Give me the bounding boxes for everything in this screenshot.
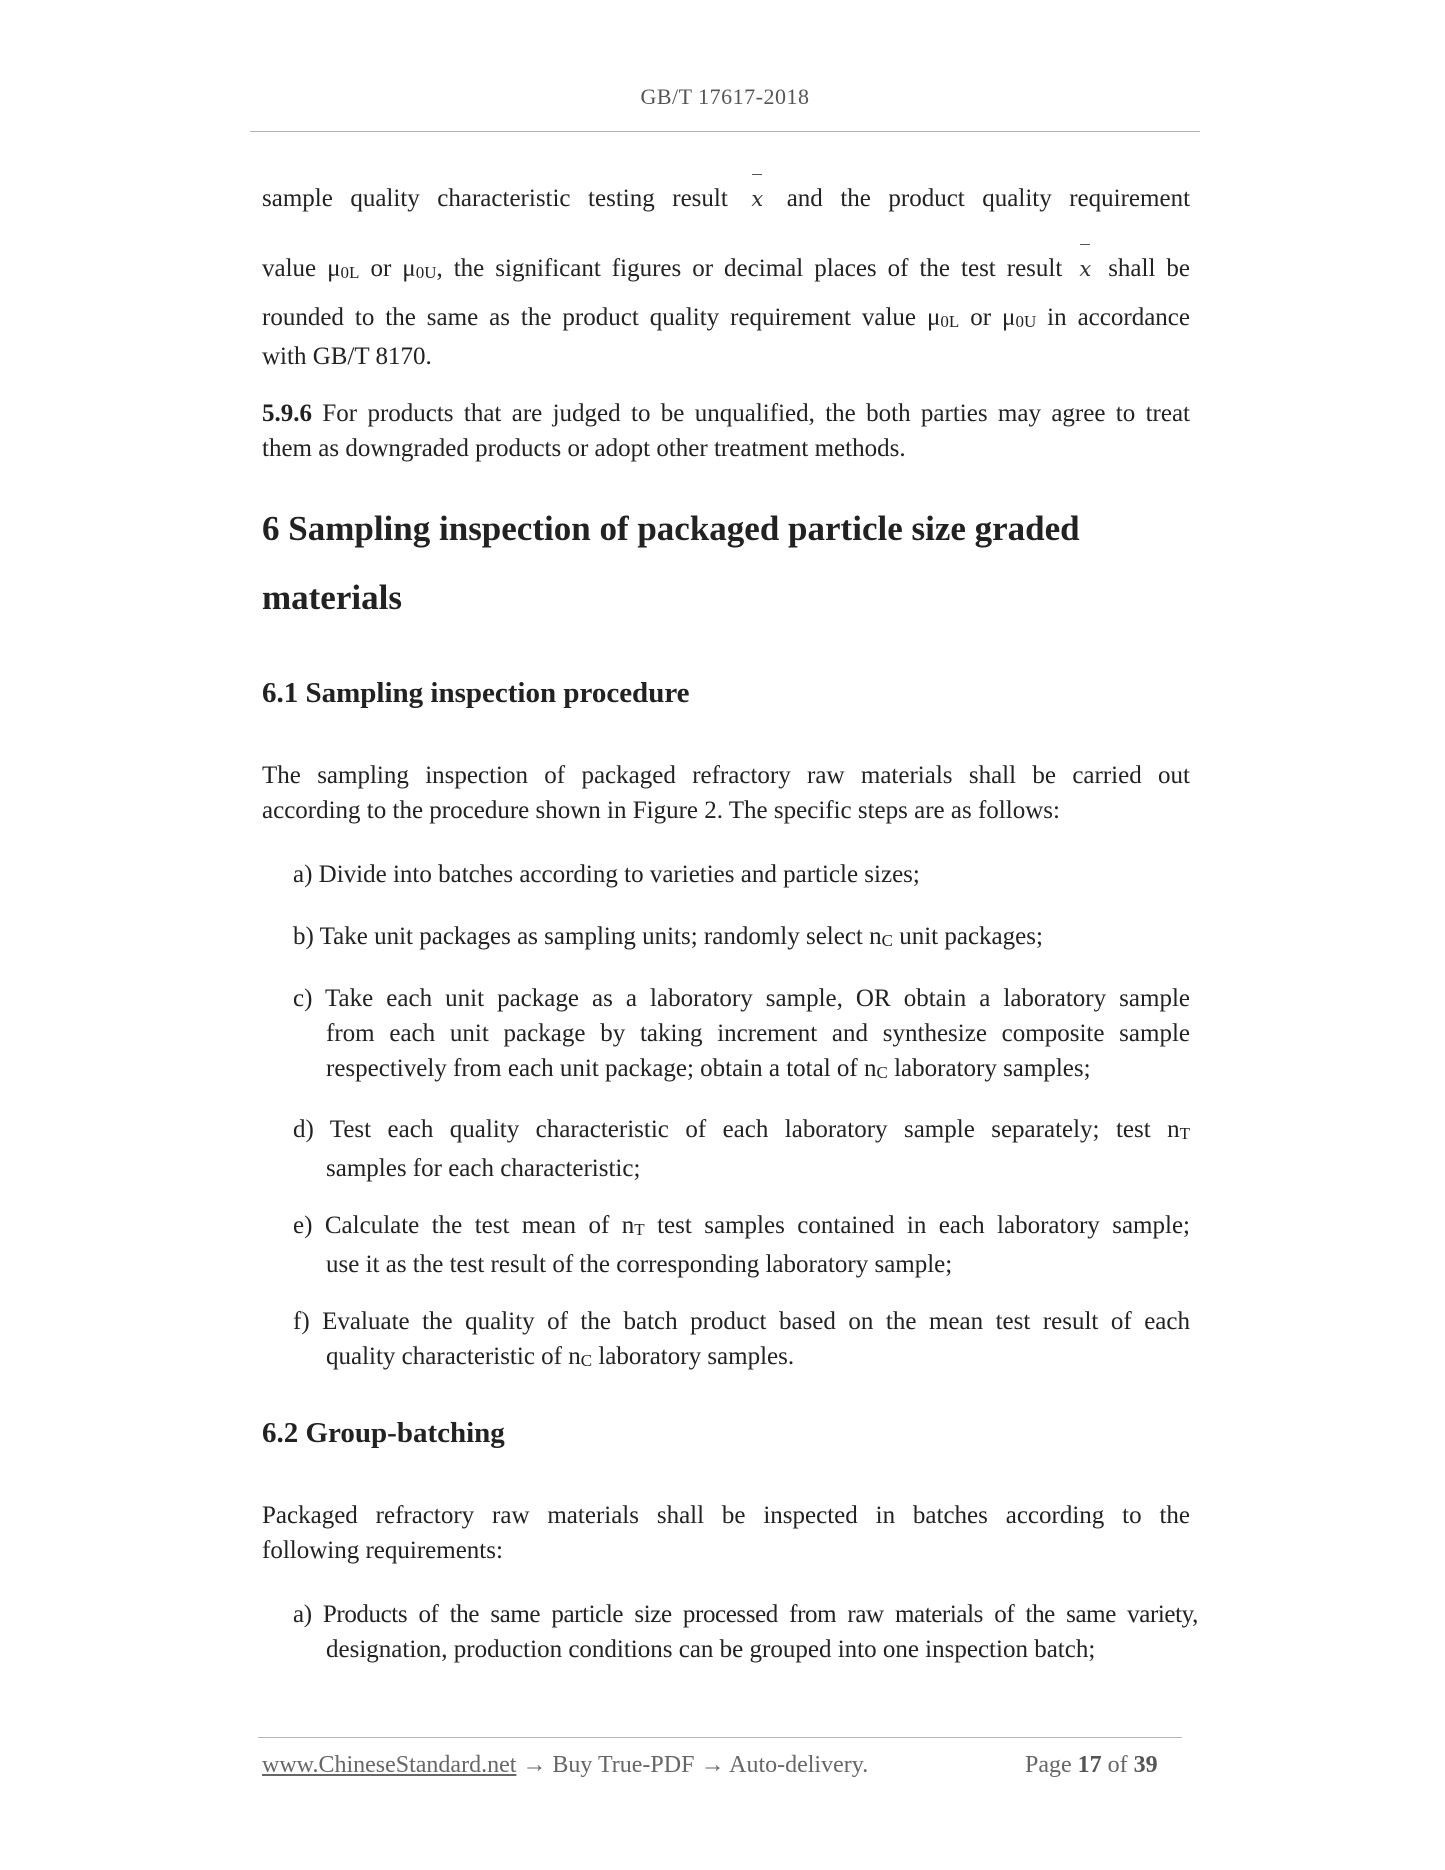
text-line: The sampling inspection of packaged refractory raw materials shall be carried out xyxy=(262,762,1190,789)
subscript: C xyxy=(876,1063,888,1082)
footer-rule xyxy=(258,1737,1182,1738)
clause-5-9-6 xyxy=(262,396,1190,466)
text-line xyxy=(262,396,1190,431)
text-line: designation, production conditions can be grouped into one inspection batch; xyxy=(326,1636,1096,1663)
section-6-2-intro xyxy=(262,1498,1190,1568)
footer-promo xyxy=(262,1752,868,1779)
subscript: T xyxy=(1179,1124,1190,1143)
text: value μ xyxy=(262,255,341,282)
page-of: of xyxy=(1101,1752,1134,1778)
subscript: 0L xyxy=(340,263,360,282)
heading-line: 6 Sampling inspection of packaged particle size graded xyxy=(262,509,1080,548)
text: For products that are judged to be unqualified, the both parties may agree to treat xyxy=(312,400,1190,427)
list-item-c xyxy=(293,981,1190,1090)
section-6-1-intro xyxy=(262,758,1190,828)
paragraph-rounding-cont2 xyxy=(262,300,1190,374)
subscript: 0U xyxy=(415,263,437,282)
header-rule xyxy=(250,131,1200,132)
section-6-2-heading: 6.2 Group-batching xyxy=(262,1417,505,1449)
subscript: 0L xyxy=(940,312,960,331)
paragraph-rounding-cont xyxy=(262,251,1190,290)
subscript: 0U xyxy=(1015,312,1037,331)
text-line: a) Divide into batches according to varieties and particle sizes; xyxy=(293,861,920,888)
text-line: Packaged refractory raw materials shall be inspected in batches according to the xyxy=(262,1502,1190,1529)
page-indicator xyxy=(1025,1752,1158,1779)
x-bar-symbol: x xyxy=(1073,252,1097,287)
page-number: 17 xyxy=(1077,1752,1102,1778)
text: respectively from each unit package; obtain a total of n xyxy=(326,1055,877,1082)
text: shall be xyxy=(1108,255,1191,282)
list-item-6-2-a xyxy=(293,1597,1198,1667)
subscript: C xyxy=(580,1351,593,1370)
text: in accordance xyxy=(1036,304,1190,331)
heading-line: materials xyxy=(262,578,402,617)
text-line xyxy=(262,181,1190,217)
text-line: them as downgraded products or adopt other treatment methods. xyxy=(262,435,906,462)
text: laboratory samples; xyxy=(887,1055,1091,1082)
list-item-d xyxy=(293,1112,1190,1186)
subscript: T xyxy=(634,1220,645,1239)
text-line: according to the procedure shown in Figure 2. The specific steps are as follows: xyxy=(262,797,1060,824)
text-line xyxy=(293,1339,1190,1378)
text-line: following requirements: xyxy=(262,1537,503,1564)
list-item-f xyxy=(293,1304,1190,1378)
text: quality characteristic of n xyxy=(326,1343,581,1370)
subscript: C xyxy=(881,931,893,950)
text: or μ xyxy=(959,304,1016,331)
website-link[interactable]: www.ChineseStandard.net xyxy=(262,1752,517,1778)
text: or μ xyxy=(359,255,416,282)
list-item-e xyxy=(293,1208,1190,1282)
text-line: from each unit package by taking increment and synthesize composite sample xyxy=(326,1020,1190,1047)
text-line: with GB/T 8170. xyxy=(262,343,432,370)
text-line: c) Take each unit package as a laboratory sample, OR obtain a laboratory sample xyxy=(293,985,1190,1012)
text-line xyxy=(262,251,1190,290)
section-6-heading xyxy=(262,494,1190,632)
footer-text: → Buy True-PDF → Auto-delivery. xyxy=(516,1752,869,1778)
text: sample quality characteristic testing result xyxy=(262,185,728,212)
text: d) Test each quality characteristic of each laboratory sample separately; test n xyxy=(293,1116,1180,1143)
paragraph-rounding xyxy=(262,181,1190,217)
x-bar-symbol: x xyxy=(745,182,769,217)
text-line xyxy=(293,1208,1190,1247)
text-line xyxy=(293,1112,1190,1151)
section-6-1-heading: 6.1 Sampling inspection procedure xyxy=(262,677,690,709)
text: laboratory samples. xyxy=(592,1343,795,1370)
running-header: GB/T 17617-2018 xyxy=(640,84,810,109)
list-item-a xyxy=(293,857,1190,892)
text-line: a) Products of the same particle size processed from raw materials of the same variety, xyxy=(293,1601,1198,1628)
page-label: Page xyxy=(1025,1752,1078,1778)
page-total: 39 xyxy=(1133,1752,1158,1778)
text: rounded to the same as the product quality requirement value μ xyxy=(262,304,941,331)
text-line xyxy=(293,1051,1190,1090)
text: e) Calculate the test mean of n xyxy=(293,1212,635,1239)
list-item-b xyxy=(293,919,1190,958)
text-line xyxy=(293,919,1190,958)
text-line xyxy=(262,300,1190,339)
text: b) Take unit packages as sampling units; randomly select n xyxy=(293,923,882,950)
clause-number: 5.9.6 xyxy=(262,400,312,427)
text-line: samples for each characteristic; xyxy=(326,1155,641,1182)
text-line: use it as the test result of the corresponding laboratory sample; xyxy=(326,1251,953,1278)
text: and the product quality requirement xyxy=(786,185,1191,212)
text: test samples contained in each laboratory sample; xyxy=(644,1212,1190,1239)
text-line: f) Evaluate the quality of the batch product based on the mean test result of each xyxy=(293,1308,1190,1335)
text: unit packages; xyxy=(892,923,1043,950)
text: , the significant figures or decimal places of the test result xyxy=(436,255,1063,282)
